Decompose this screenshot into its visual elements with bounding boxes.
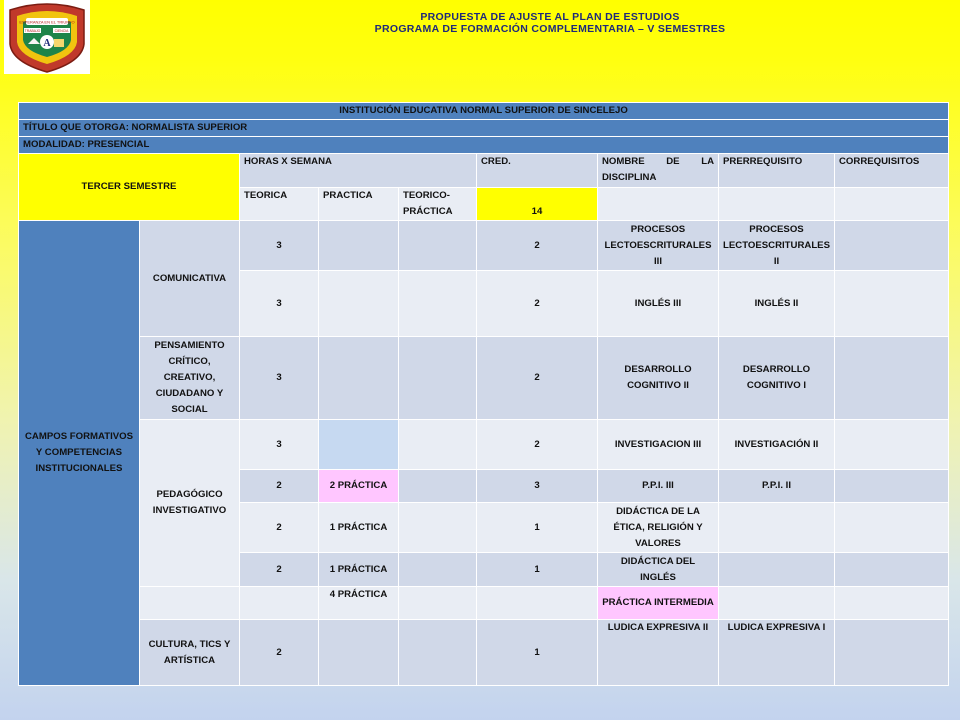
logo-right-text: CIENCIA — [54, 29, 69, 33]
empty-cell — [598, 188, 719, 221]
discipline-name: INVESTIGACION III — [598, 420, 719, 470]
empty-cell — [140, 587, 240, 620]
corequisite — [835, 337, 949, 420]
practice-hours: 1 PRÁCTICA — [319, 553, 399, 587]
field-comunicativa: COMUNICATIVA — [140, 221, 240, 337]
logo-banner-text: ESPERANZA EN EL TRIUNFO — [19, 19, 75, 25]
theory-practice-hours — [399, 587, 477, 620]
practice-hours — [319, 620, 399, 686]
institution-title: INSTITUCIÓN EDUCATIVA NORMAL SUPERIOR DE SINCELEJO — [19, 103, 949, 120]
credits: 1 — [477, 553, 598, 587]
practice-hours: 1 PRÁCTICA — [319, 503, 399, 553]
field-pensamiento: PENSAMIENTO CRÍTICO, CREATIVO, CIUDADANO Y SOCIAL — [140, 337, 240, 420]
prerequisite: INGLÉS II — [719, 271, 835, 337]
discipline-name: P.P.I. III — [598, 470, 719, 503]
campos-formativos-label: CAMPOS FORMATIVOS Y COMPETENCIAS INSTITUCIONALES — [19, 221, 140, 686]
theory-practice-hours — [399, 553, 477, 587]
prerequisite — [719, 553, 835, 587]
theory-practice-hours — [399, 271, 477, 337]
theory-hours: 3 — [240, 420, 319, 470]
theory-practice-hours — [399, 337, 477, 420]
theory-hours: 2 — [240, 503, 319, 553]
practice-hours — [319, 271, 399, 337]
corequisite — [835, 271, 949, 337]
credits: 2 — [477, 420, 598, 470]
header-theory: TEORICA — [240, 188, 319, 221]
discipline-name: DESARROLLO COGNITIVO II — [598, 337, 719, 420]
prerequisite: INVESTIGACIÓN II — [719, 420, 835, 470]
header-subtitle: PROGRAMA DE FORMACIÓN COMPLEMENTARIA – V SEMESTRES — [374, 23, 726, 35]
credits — [477, 587, 598, 620]
corequisite — [835, 503, 949, 553]
theory-hours: 2 — [240, 470, 319, 503]
header-hours: HORAS X SEMANA — [240, 154, 477, 188]
discipline-name: DIDÁCTICA DEL INGLÉS — [598, 553, 719, 587]
header-theory-practice: TEORICO-PRÁCTICA — [399, 188, 477, 221]
theory-hours — [240, 587, 319, 620]
logo-left-text: TRABAJO — [24, 29, 41, 33]
credits: 1 — [477, 503, 598, 553]
prerequisite: LUDICA EXPRESIVA I — [719, 620, 835, 686]
field-pedagogico: PEDAGÓGICO INVESTIGATIVO — [140, 420, 240, 587]
empty-cell — [719, 188, 835, 221]
title-granted: TÍTULO QUE OTORGA: NORMALISTA SUPERIOR — [19, 120, 949, 137]
modality: MODALIDAD: PRESENCIAL — [19, 137, 949, 154]
discipline-name: DIDÁCTICA DE LA ÉTICA, RELIGIÓN Y VALORES — [598, 503, 719, 553]
credits: 2 — [477, 337, 598, 420]
theory-hours: 3 — [240, 221, 319, 271]
corequisite — [835, 587, 949, 620]
theory-practice-hours — [399, 620, 477, 686]
theory-practice-hours — [399, 503, 477, 553]
credits: 3 — [477, 470, 598, 503]
practice-hours — [319, 221, 399, 271]
page-header — [150, 11, 950, 35]
practice-hours — [319, 337, 399, 420]
corequisite — [835, 620, 949, 686]
logo-letter: A — [43, 38, 51, 49]
theory-practice-hours — [399, 470, 477, 503]
discipline-name: INGLÉS III — [598, 271, 719, 337]
school-logo — [4, 0, 90, 74]
theory-hours: 2 — [240, 553, 319, 587]
header-credits: CRED. — [477, 154, 598, 188]
field-cultura: CULTURA, TICS Y ARTÍSTICA — [140, 620, 240, 686]
credits: 2 — [477, 271, 598, 337]
prerequisite — [719, 587, 835, 620]
credits: 2 — [477, 221, 598, 271]
theory-hours: 3 — [240, 271, 319, 337]
empty-cell — [835, 188, 949, 221]
discipline-name: PRÁCTICA INTERMEDIA — [598, 587, 719, 620]
discipline-name: PROCESOS LECTOESCRITURALES III — [598, 221, 719, 271]
corequisite — [835, 553, 949, 587]
semester-label: TERCER SEMESTRE — [19, 154, 240, 221]
practice-hours: 4 PRÁCTICA — [319, 587, 399, 620]
header-corequisites: CORREQUISITOS — [835, 154, 949, 188]
prerequisite: P.P.I. II — [719, 470, 835, 503]
header-title: PROPUESTA DE AJUSTE AL PLAN DE ESTUDIOS — [420, 11, 680, 23]
header-practice: PRACTICA — [319, 188, 399, 221]
theory-hours: 3 — [240, 337, 319, 420]
theory-practice-hours — [399, 221, 477, 271]
prerequisite — [719, 503, 835, 553]
discipline-name: LUDICA EXPRESIVA II — [598, 620, 719, 686]
practice-hours — [319, 420, 399, 470]
credits: 1 — [477, 620, 598, 686]
corequisite — [835, 420, 949, 470]
header-discipline: NOMBRE DE LA DISCIPLINA — [598, 154, 719, 188]
theory-hours: 2 — [240, 620, 319, 686]
corequisite — [835, 470, 949, 503]
header-prerequisite: PRERREQUISITO — [719, 154, 835, 188]
practice-hours: 2 PRÁCTICA — [319, 470, 399, 503]
corequisite — [835, 221, 949, 271]
total-credits: 14 — [477, 188, 598, 221]
theory-practice-hours — [399, 420, 477, 470]
study-plan-table — [18, 102, 949, 686]
school-crest-icon — [4, 0, 90, 74]
prerequisite: DESARROLLO COGNITIVO I — [719, 337, 835, 420]
prerequisite: PROCESOS LECTOESCRITURALES II — [719, 221, 835, 271]
